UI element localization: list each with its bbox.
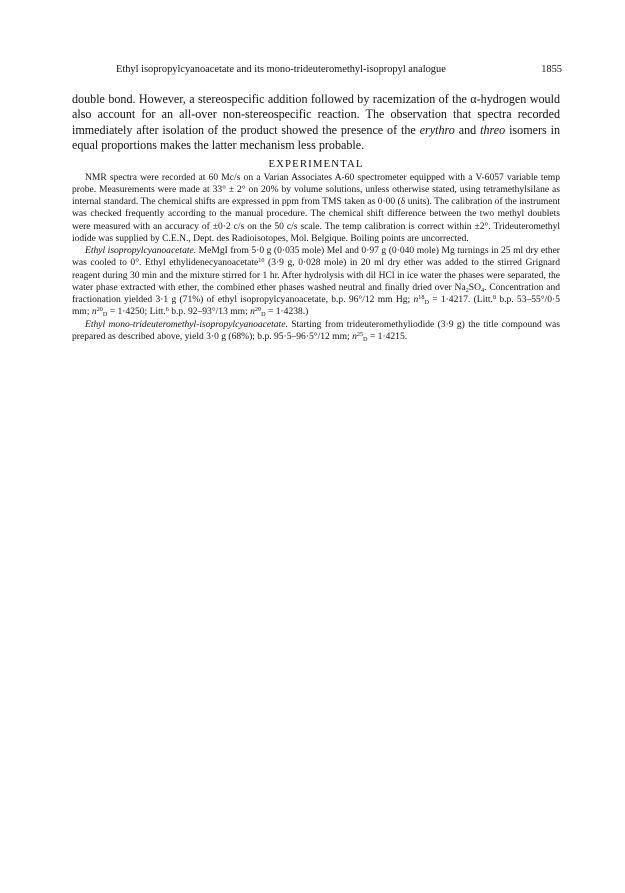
running-head xyxy=(72,60,560,78)
refractive-temp-3: 20 xyxy=(254,306,262,314)
isopropylcyanoacetate-title: Ethyl isopropylcyanoacetate. xyxy=(85,245,197,257)
refractive-temp-1: 18 xyxy=(418,294,425,302)
procedure-text-b: (3·9 g, 0·028 mole) in 20 ml dry ether was added to the stirred Grignard reagent during 30 min and the mixture stirred for 1 hr. After hydrolysis with dil HCl in ice water the phases were separated, the water phase extracted with ether, the combined ether phases washed neutral and finally dried over Na xyxy=(72,257,560,293)
procedure-text-e: b.p. 53–55°/0·5 mm; xyxy=(72,294,560,318)
nmr-paragraph: NMR spectra were recorded at 60 Mc/s on a Varian Associates A-60 spectrometer equipped with a V-6057 variable temp probe. Measurements were made at 33° ± 2° on 20% by volume solutions, unless otherwise stated, using tetramethylsilane as internal standard. The chemical shifts are expressed in ppm from TMS taken as 0·00 (δ units). The calibration of the instrument was checked frequently according to the manual procedure. The chemical shift difference between the two methyl doublets were measured with an accuracy of ±0·2 c/s on the 50 c/s scale. The temp calibration is correct within ±2°. Trideuteromethyl iodide was supplied by C.E.N., Dept. des Radioisotopes, Mol. Belgique. Boiling points are uncorrected. xyxy=(72,171,560,244)
running-title: Ethyl isopropylcyanoacetate and its mono-trideuteromethyl-isopropyl analogue xyxy=(116,64,446,75)
trideuteromethyl-paragraph xyxy=(72,319,560,344)
erythro-term: erythro xyxy=(419,122,455,137)
reference-8: 8 xyxy=(492,294,497,302)
sulfate-subscript: 4 xyxy=(481,286,485,294)
trideuteromethyl-title: Ethyl mono-trideuteromethyl-isopropylcyanoacetate. xyxy=(85,318,288,330)
sulfate-text: SO xyxy=(468,281,482,293)
refractive-temp-2: 20 xyxy=(96,306,103,314)
trideutero-text-b: = 1·4215. xyxy=(367,330,408,342)
refractive-index-symbol-3: n xyxy=(250,306,255,318)
threo-term: threo xyxy=(480,122,506,137)
refractive-line-4: D xyxy=(363,335,368,343)
discussion-text-and: and xyxy=(454,122,481,137)
procedure-text-g: b.p. 92–93°/13 mm; xyxy=(168,306,251,318)
procedure-text-d: = 1·4217. (Litt. xyxy=(428,294,493,306)
refractive-line-2: D xyxy=(102,311,108,319)
procedure-text-h: = 1·4238.) xyxy=(265,306,309,318)
page-number: 1855 xyxy=(541,64,562,75)
procedure-text-f: = 1·4250; Litt. xyxy=(107,306,166,318)
trideutero-text-a: Starting from trideuteromethyliodide (3·9 g) the title compound was prepared as described above, yield 3·0 g (68%); b.p. 95·5–96·5°/12 mm; xyxy=(72,318,561,342)
experimental-section xyxy=(72,172,560,344)
refractive-line-3: D xyxy=(261,311,266,319)
refractive-temp-4: 25 xyxy=(356,330,364,338)
refractive-line-1: D xyxy=(424,299,429,307)
discussion-paragraph xyxy=(72,92,560,154)
reference-10: 10 xyxy=(258,257,265,265)
procedure-text-c: . Concentration and fractionation yielded 3·1 g (71%) of ethyl isopropylcyanoacetate, b.p. 96°/12 mm Hg; xyxy=(72,281,561,306)
isopropylcyanoacetate-paragraph xyxy=(72,245,560,319)
journal-page xyxy=(72,60,560,343)
experimental-heading: EXPERIMENTAL xyxy=(268,157,364,170)
refractive-index-symbol: n xyxy=(413,294,419,306)
reference-6: 6 xyxy=(165,306,169,314)
procedure-text-a: MeMgI from 5·0 g (0·035 mole) MeI and 0·97 g (0·040 mole) Mg turnings in 25 ml dry ether was cooled to 0°. Ethyl ethylidenecyanoacetate xyxy=(72,245,560,269)
refractive-index-symbol-2: n xyxy=(91,306,97,318)
discussion-text-part-1: double bond. However, a stereospecific addition followed by racemization of the α-hydrogen would also account for an all-over non-stereospecific reaction. The observation that spectra recorded immediately after isolation of the product showed the presence of the xyxy=(72,92,560,137)
sodium-subscript: 2 xyxy=(465,286,469,294)
refractive-index-symbol-4: n xyxy=(352,330,357,342)
discussion-text-part-2: isomers in equal proportions makes the latter mechanism less probable. xyxy=(72,122,560,153)
